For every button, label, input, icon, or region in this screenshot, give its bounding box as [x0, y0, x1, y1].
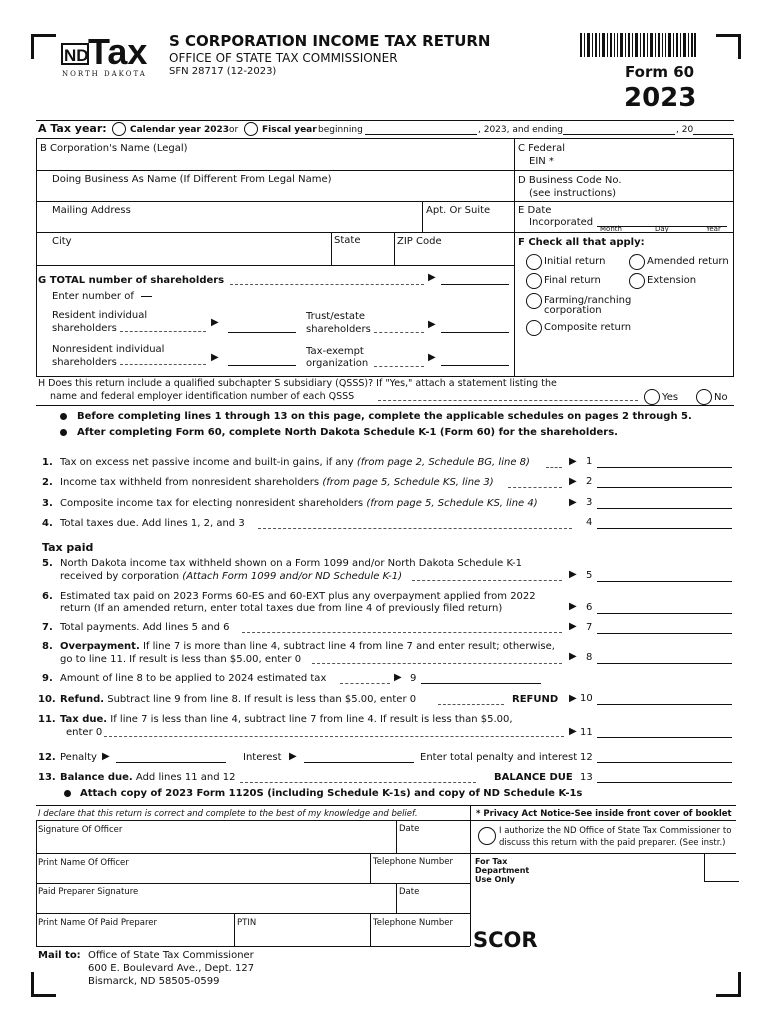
line8-label: If line 7 is more than line 4, subtract line 4 from line 7 and enter result; otherwise, — [142, 641, 555, 652]
box-divider — [514, 138, 515, 376]
taxex-label-2: organization — [306, 358, 369, 369]
qsss-no-label: No — [714, 392, 728, 403]
resident-label-2: shareholders — [52, 323, 117, 334]
office-name: OFFICE OF STATE TAX COMMISSIONER — [169, 51, 398, 65]
prep-tel-div — [370, 913, 371, 946]
line3-text — [60, 498, 538, 510]
trust-label-1: Trust/estate — [306, 311, 366, 322]
privacy-notice: * Privacy Act Notice-See inside front cover of booklet — [476, 809, 732, 819]
sig-row-3 — [36, 913, 470, 914]
interest-label: Interest — [243, 752, 282, 763]
line9-field[interactable] — [421, 683, 541, 684]
nonres-label-2: shareholders — [52, 357, 117, 368]
a-label: A Tax year: — [38, 122, 107, 135]
nonres-label-1: Nonresident individual — [52, 344, 165, 355]
prep-name-label: Print Name Of Paid Preparer — [38, 918, 157, 928]
authorize-radio[interactable] — [478, 827, 496, 845]
sig-top — [36, 805, 736, 806]
line5-text-a: North Dakota income tax withheld shown on a Form 1099 and/or North Dakota Schedule K-1 — [60, 558, 522, 569]
line1-arrow: ▶ — [569, 456, 577, 467]
qsss-no-radio[interactable] — [696, 389, 712, 405]
line2-text — [60, 477, 494, 489]
qsss-yes-radio[interactable] — [644, 389, 660, 405]
row-sep-3 — [36, 232, 734, 233]
line12-num: 12. — [38, 752, 56, 763]
box-left — [36, 138, 37, 376]
sfn-number: SFN 28717 (12-2023) — [169, 66, 277, 77]
h-label-2: name and federal employer identification number of each QSSS — [50, 391, 355, 402]
for-tax-3: Use Only — [475, 875, 515, 884]
line8-field[interactable] — [597, 663, 732, 664]
line11-text-b: enter 0 — [66, 727, 103, 738]
line2-num: 2. — [42, 477, 53, 488]
line3-arrow: ▶ — [569, 497, 577, 508]
barcode-graphic — [580, 33, 696, 57]
line11-text-a — [60, 714, 513, 726]
print-officer-label: Print Name Of Officer — [38, 858, 129, 868]
fiscal-end-year-field[interactable] — [693, 134, 733, 135]
line2-label: Income tax withheld from nonresident shareholders — [60, 477, 320, 488]
prep-tel-label: Telephone Number — [373, 918, 454, 928]
line1-label: Tax on excess net passive income and built-in gains, if any — [60, 457, 354, 468]
calendar-year-label: Calendar year 2023 — [130, 125, 230, 135]
line13-num: 13. — [38, 772, 56, 783]
calendar-year-radio[interactable] — [112, 122, 126, 136]
e-label-2: Incorporated — [529, 217, 594, 228]
tax-paid-heading: Tax paid — [42, 541, 94, 554]
line5-num: 5. — [42, 558, 53, 569]
line5-leader — [412, 580, 562, 581]
apt-label: Apt. Or Suite — [426, 205, 491, 216]
dba-field[interactable] — [40, 186, 510, 200]
box-top — [36, 138, 734, 139]
line5-label: received by corporation — [60, 571, 180, 582]
mail-address-1: Office of State Tax Commissioner — [88, 950, 254, 961]
form-title: S CORPORATION INCOME TAX RETURN — [169, 32, 491, 50]
prep-date-label: Date — [399, 887, 420, 897]
mailing-label: Mailing Address — [52, 205, 131, 216]
line6-num: 6. — [42, 591, 53, 602]
penalty-arrow: ▶ — [102, 751, 110, 762]
line6-box: 6 — [586, 602, 593, 613]
f-label: F Check all that apply: — [518, 237, 645, 248]
line9-label: Amount of line 8 to be applied to 2024 estimated tax — [60, 673, 327, 684]
mail-to-label: Mail to: — [38, 950, 81, 961]
svg-text:ND: ND — [64, 46, 89, 65]
h-bottom — [36, 405, 734, 406]
note-bullet-1 — [60, 413, 67, 420]
taxex-field[interactable] — [441, 365, 509, 366]
prep-sig-label: Paid Preparer Signature — [38, 887, 139, 897]
line10-leader — [438, 704, 504, 705]
nonres-field[interactable] — [228, 365, 296, 366]
d-label-2: (see instructions) — [529, 188, 617, 199]
interest-field[interactable] — [304, 762, 414, 763]
e-year: Year — [706, 225, 721, 233]
scor-code: SCOR — [473, 928, 538, 952]
line7-field[interactable] — [597, 633, 732, 634]
line4-leader — [258, 528, 572, 529]
trust-label-2: shareholders — [306, 324, 371, 335]
line10-arrow: ▶ — [569, 693, 577, 704]
qsss-yes-label: Yes — [662, 392, 679, 403]
line9-leader — [340, 683, 390, 684]
line7-leader — [242, 632, 562, 633]
line13-box: 13 — [580, 772, 593, 783]
sig-row-1 — [36, 853, 470, 854]
g-enter-dash — [141, 296, 152, 297]
for-tax-1: For Tax — [475, 857, 508, 866]
resident-leader — [120, 331, 206, 332]
initial-return-radio[interactable] — [526, 254, 542, 270]
dept-use-box — [704, 853, 739, 882]
corner-mark-bottom-right — [716, 972, 741, 997]
corp-name-field[interactable] — [40, 155, 510, 169]
line2-arrow: ▶ — [569, 476, 577, 487]
city-label: City — [52, 236, 72, 247]
trust-leader — [374, 332, 424, 333]
g-label: G TOTAL number of shareholders — [38, 275, 225, 286]
penalty-field[interactable] — [116, 762, 226, 763]
line3-ref: (from page 5, Schedule KS, line 4) — [366, 498, 538, 509]
top-rule — [36, 120, 734, 121]
for-tax-2: Department — [475, 866, 530, 875]
line12-field[interactable] — [597, 762, 732, 763]
fiscal-end-field[interactable] — [563, 134, 675, 135]
line5-box: 5 — [586, 570, 593, 581]
line10-bold: Refund. — [60, 694, 105, 705]
resident-field[interactable] — [228, 332, 296, 333]
fiscal-year-radio[interactable] — [244, 122, 258, 136]
fiscal-year-label: Fiscal year — [262, 125, 317, 135]
line10-text — [60, 694, 416, 706]
line10-num: 10. — [38, 694, 56, 705]
auth-bottom — [470, 853, 736, 854]
line6-text-b: return (If an amended return, enter total taxes due from line 4 of previously filed return) — [60, 603, 503, 614]
nonres-arrow: ▶ — [211, 352, 219, 363]
attach-note: Attach copy of 2023 Form 1120S (including Schedule K-1s) and copy of ND Schedule K-1s — [80, 788, 583, 799]
trust-field[interactable] — [441, 332, 509, 333]
line2-box: 2 — [586, 476, 593, 487]
resident-arrow: ▶ — [211, 317, 219, 328]
e-day: Day — [655, 225, 669, 233]
sig-row-4 — [36, 946, 470, 947]
c-label-1: C Federal — [518, 143, 566, 154]
attach-bullet — [64, 790, 71, 797]
line9-num: 9. — [42, 673, 53, 684]
line3-label: Composite income tax for electing nonresident shareholders — [60, 498, 364, 509]
apt-divider — [422, 201, 423, 232]
line1-leader — [546, 467, 562, 468]
farming-label-1: Farming/ranching — [544, 295, 632, 306]
e-label-1: E Date — [518, 205, 552, 216]
line8-box: 8 — [586, 652, 593, 663]
line3-num: 3. — [42, 498, 53, 509]
line6-field[interactable] — [597, 613, 732, 614]
nonres-leader — [120, 364, 206, 365]
line6-arrow: ▶ — [569, 601, 577, 612]
refund-label: REFUND — [512, 694, 559, 705]
line1-text — [60, 457, 530, 469]
line13-label: Add lines 11 and 12 — [135, 772, 236, 783]
d-label-1: D Business Code No. — [518, 175, 622, 186]
row-sep-c — [514, 170, 734, 171]
sig-mid — [470, 805, 471, 946]
amended-return-label: Amended return — [647, 256, 729, 267]
note-bullet-2 — [60, 429, 67, 436]
prep-date-div — [396, 883, 397, 913]
line4-field[interactable] — [597, 528, 732, 529]
corp-name-label: B Corporation's Name (Legal) — [40, 143, 188, 154]
row-sep-4 — [36, 265, 514, 266]
resident-label-1: Resident individual — [52, 310, 148, 321]
penalty-label: Penalty — [60, 752, 97, 763]
corner-mark-top-left — [31, 34, 56, 59]
farming-label-2: corporation — [544, 305, 602, 316]
line11-arrow: ▶ — [569, 726, 577, 737]
c-label-2: EIN * — [529, 156, 554, 167]
state-label: State — [334, 235, 361, 246]
composite-return-radio[interactable] — [526, 320, 542, 336]
initial-return-label: Initial return — [544, 256, 606, 267]
authorize-text-2: discuss this return with the paid preparer. (See instr.) — [499, 838, 726, 848]
corner-mark-top-right — [716, 34, 741, 59]
g-total-field[interactable] — [441, 284, 509, 285]
ptin-label: PTIN — [237, 918, 257, 928]
tax-year: 2023 — [624, 83, 697, 113]
authorize-text-1: I authorize the ND Office of State Tax Commissioner to — [499, 826, 732, 836]
date-label: Date — [399, 824, 420, 834]
extension-radio[interactable] — [629, 273, 645, 289]
composite-return-label: Composite return — [544, 322, 632, 333]
line7-arrow: ▶ — [569, 621, 577, 632]
line9-arrow: ▶ — [394, 672, 402, 683]
box-right — [733, 138, 734, 376]
fiscal-end-label: , 20 — [676, 125, 694, 135]
sig-row-2 — [36, 883, 470, 884]
box-bottom — [36, 376, 734, 377]
line11-num: 11. — [38, 714, 56, 725]
line10-field[interactable] — [597, 704, 732, 705]
line2-ref: (from page 5, Schedule KS, line 3) — [322, 477, 494, 488]
line7-num: 7. — [42, 622, 53, 633]
dba-label: Doing Business As Name (If Different From Legal Name) — [52, 174, 332, 185]
sig-date-div — [396, 820, 397, 853]
line4-label: Total taxes due. Add lines 1, 2, and 3 — [60, 518, 245, 529]
line8-text-a — [60, 641, 555, 653]
line8-leader — [312, 663, 562, 664]
corner-mark-bottom-left — [31, 972, 56, 997]
line3-field[interactable] — [597, 508, 732, 509]
taxex-arrow: ▶ — [428, 352, 436, 363]
line10-label: Subtract line 9 from line 8. If result is less than $5.00, enter 0 — [107, 694, 417, 705]
taxex-label-1: Tax-exempt — [306, 346, 364, 357]
line5-text-b — [60, 571, 402, 583]
state-divider — [331, 232, 332, 265]
barcode — [580, 33, 696, 60]
line13-bold: Balance due. — [60, 772, 133, 783]
g-enter-label: Enter number of — [52, 291, 134, 302]
final-return-label: Final return — [544, 275, 601, 286]
declaration: I declare that this return is correct and complete to the best of my knowledge and belief. — [38, 809, 418, 819]
line3-box: 3 — [586, 497, 593, 508]
line7-label: Total payments. Add lines 5 and 6 — [60, 622, 230, 633]
note-2: After completing Form 60, complete North Dakota Schedule K-1 (Form 60) for the shareholders. — [77, 427, 618, 438]
sig-row-0 — [36, 820, 736, 821]
zip-divider — [394, 232, 395, 265]
balance-due-label: BALANCE DUE — [494, 772, 573, 783]
line8-bold: Overpayment. — [60, 641, 140, 652]
telephone-label: Telephone Number — [373, 857, 454, 867]
line8-text-b: go to line 11. If result is less than $5.00, enter 0 — [60, 654, 302, 665]
line2-field[interactable] — [597, 487, 732, 488]
line5-ref: (Attach Form 1099 and/or ND Schedule K-1) — [182, 571, 403, 582]
fiscal-begin-field[interactable] — [365, 134, 477, 135]
farming-radio[interactable] — [526, 293, 542, 309]
or-label: or — [229, 125, 239, 135]
line1-ref: (from page 2, Schedule BG, line 8) — [356, 457, 530, 468]
row-sep-2 — [36, 201, 514, 202]
line1-field[interactable] — [597, 467, 732, 468]
note-1: Before completing lines 1 through 13 on this page, complete the applicable schedules on pages 2 through 5. — [77, 411, 692, 422]
mail-address-2: 600 E. Boulevard Ave., Dept. 127 — [88, 963, 255, 974]
amended-return-radio[interactable] — [629, 254, 645, 270]
line11-leader — [104, 736, 564, 737]
line11-bold: Tax due. — [60, 714, 108, 725]
total-pen-int-label: Enter total penalty and interest — [420, 752, 578, 763]
form-number: Form 60 — [625, 63, 695, 81]
sig-officer-label: Signature Of Officer — [38, 825, 123, 835]
line13-leader — [240, 782, 476, 783]
ptin-div — [234, 913, 235, 946]
line4-box: 4 — [586, 517, 593, 528]
h-label-1: H Does this return include a qualified subchapter S subsidiary (QSSS)? If "Yes," attach a statement listing the — [38, 378, 557, 389]
h-leader — [378, 400, 638, 401]
line6-text-a: Estimated tax paid on 2023 Forms 60-ES and 60-EXT plus any overpayment applied from 2022 — [60, 591, 536, 602]
row-sep-1 — [36, 170, 514, 171]
line11-label: If line 7 is less than line 4, subtract line 7 from line 4. If result is less than $5.00, — [110, 714, 513, 725]
extension-label: Extension — [647, 275, 697, 286]
beginning-label: beginning — [318, 125, 363, 135]
e-month: Month — [600, 225, 622, 233]
fiscal-mid-label: , 2023, and ending — [478, 125, 564, 135]
g-leader — [230, 284, 424, 285]
trust-arrow: ▶ — [428, 319, 436, 330]
line1-box: 1 — [586, 456, 593, 467]
taxex-leader — [374, 366, 424, 367]
logo-subtitle: NORTH DAKOTA — [62, 70, 147, 78]
line1-num: 1. — [42, 457, 53, 468]
line2-leader — [508, 487, 562, 488]
line7-box: 7 — [586, 622, 593, 633]
sig-tel-div — [370, 853, 371, 883]
mail-address-3: Bismarck, ND 58505-0599 — [88, 976, 220, 987]
line11-field[interactable] — [597, 737, 732, 738]
sig-officer-field[interactable] — [38, 835, 392, 851]
svg-text:Tax: Tax — [88, 31, 148, 72]
final-return-radio[interactable] — [526, 273, 542, 289]
line9-box: 9 — [410, 673, 417, 684]
line13-field[interactable] — [597, 782, 732, 783]
row-sep-d — [514, 201, 734, 202]
zip-label: ZIP Code — [397, 236, 442, 247]
line11-box: 11 — [580, 727, 593, 738]
mailing-field[interactable] — [40, 217, 418, 231]
line8-arrow: ▶ — [569, 651, 577, 662]
line13-text — [60, 772, 236, 784]
interest-arrow: ▶ — [289, 751, 297, 762]
line12-box: 12 — [580, 752, 593, 763]
g-arrow: ▶ — [428, 272, 436, 283]
line8-num: 8. — [42, 641, 53, 652]
line10-box: 10 — [580, 693, 593, 704]
line5-arrow: ▶ — [569, 569, 577, 580]
line5-field[interactable] — [597, 581, 732, 582]
line4-num: 4. — [42, 518, 53, 529]
